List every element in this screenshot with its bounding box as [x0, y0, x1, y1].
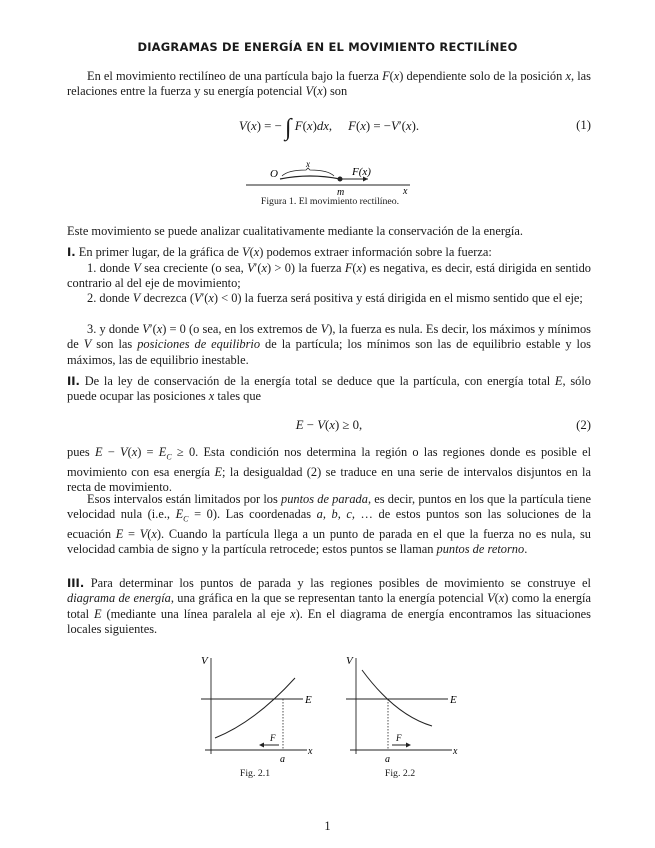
section-1-item-1: 1. donde V sea creciente (o sea, V′(x) > 0) la fuerza F(x) es negativa, es decir, está dirigida en sentido contrario al del eje de movimiento;	[67, 261, 591, 291]
fig2-1-v-label: V	[201, 655, 208, 667]
fig1-axis-label: x	[403, 186, 408, 197]
page-title: DIAGRAMAS DE ENERGÍA EN EL MOVIMIENTO RECTILÍNEO	[137, 40, 518, 54]
equation-2-number: (2)	[576, 418, 591, 432]
fig2-2-e-label: E	[450, 694, 457, 706]
section-2-paragraph-2: Esos intervalos están limitados por los puntos de parada, es decir, puntos en los que la partícula tiene velocidad nula (i.e., $E_C = 0$). Las coordenadas a, b, c, … de estos puntos son las soluciones de la ecuación E = V(x). Cuando la partícula llega a un punto de parada en el que la fuerza no es nula, su velocidad cambia de signo y la partícula retrocede; estos puntos se llaman puntos de retorno.	[67, 492, 592, 557]
conservation-paragraph: Este movimiento se puede analizar cualitativamente mediante la conservación de la energía.	[67, 224, 523, 238]
figure-2-1-caption: Fig. 2.1	[239, 768, 271, 779]
fig2-2-f-label: F	[396, 733, 402, 743]
equation-2: E − V(x) ≥ 0, (2)	[295, 418, 591, 432]
fig1-mass-label: m	[337, 187, 345, 198]
figure-1-caption: Figura 1. El movimiento rectilíneo.	[260, 196, 400, 207]
figure-2-2-diagram	[340, 650, 470, 765]
section-1-item-2: 2. donde V decrezca (V′(x) < 0) la fuerza será positiva y está dirigida en el mismo sentido que el eje;	[87, 291, 583, 305]
section-1-item-3: 3. y donde V′(x) = 0 (o sea, en los extremos de V), la fuerza es nula. Es decir, los máximos y mínimos de V son las posiciones de equilibrio de la partícula; los mínimos son las de equilibrio estable y los máximos, las de equilibrio inestable.	[67, 322, 592, 367]
fig2-1-a-label: a	[280, 754, 285, 765]
fig2-1-x-label: x	[308, 746, 313, 757]
fig2-2-v-label: V	[346, 655, 353, 667]
fig2-2-x-label: x	[453, 746, 458, 757]
figure-2-1-diagram	[195, 650, 325, 765]
figure-2-2-caption: Fig. 2.2	[384, 768, 416, 779]
fig1-origin-label: O	[270, 168, 278, 180]
fig1-force-label: F(x)	[352, 166, 371, 178]
section-2-after: pues $E - V(x) = E_C \ge 0$. Esta condición nos determina la región o las regiones donde es posible el movimiento con esa energía E; la desigualdad (2) se traduce en una serie de intervalos disjuntos en la recta de movimiento.	[67, 445, 592, 495]
intro-paragraph: En el movimiento rectilíneo de una partícula bajo la fuerza F(x) dependiente solo de la posición x, las relaciones entre la fuerza y su energía potencial V(x) son	[67, 69, 591, 99]
figure-1-diagram	[240, 158, 420, 198]
page-number: 1	[324, 819, 331, 833]
fig2-1-f-label: F	[270, 733, 276, 743]
section-2-intro: II. De la ley de conservación de la energía total se deduce que la partícula, con energía total E, sólo puede ocupar las posiciones x tales que	[67, 374, 591, 404]
section-3-paragraph: III. Para determinar los puntos de parada y las regiones posibles de movimiento se construye el diagrama de energía, una gráfica en la que se representan tanto la energía potencial V(x) como la energía total E (mediante una línea paralela al eje x). En el diagrama de energía encontramos las situaciones locales siguientes.	[67, 576, 591, 636]
equation-1: V(x) = − ∫ F(x)dx, F(x) = −V′(x). (1)	[238, 115, 591, 141]
section-1-intro: I. En primer lugar, de la gráfica de V(x) podemos extraer información sobre la fuerza:	[67, 245, 492, 259]
fig1-x-top-label: x	[306, 159, 310, 169]
equation-1-number: (1)	[576, 118, 591, 132]
fig2-2-a-label: a	[385, 754, 390, 765]
fig2-1-e-label: E	[305, 694, 312, 706]
